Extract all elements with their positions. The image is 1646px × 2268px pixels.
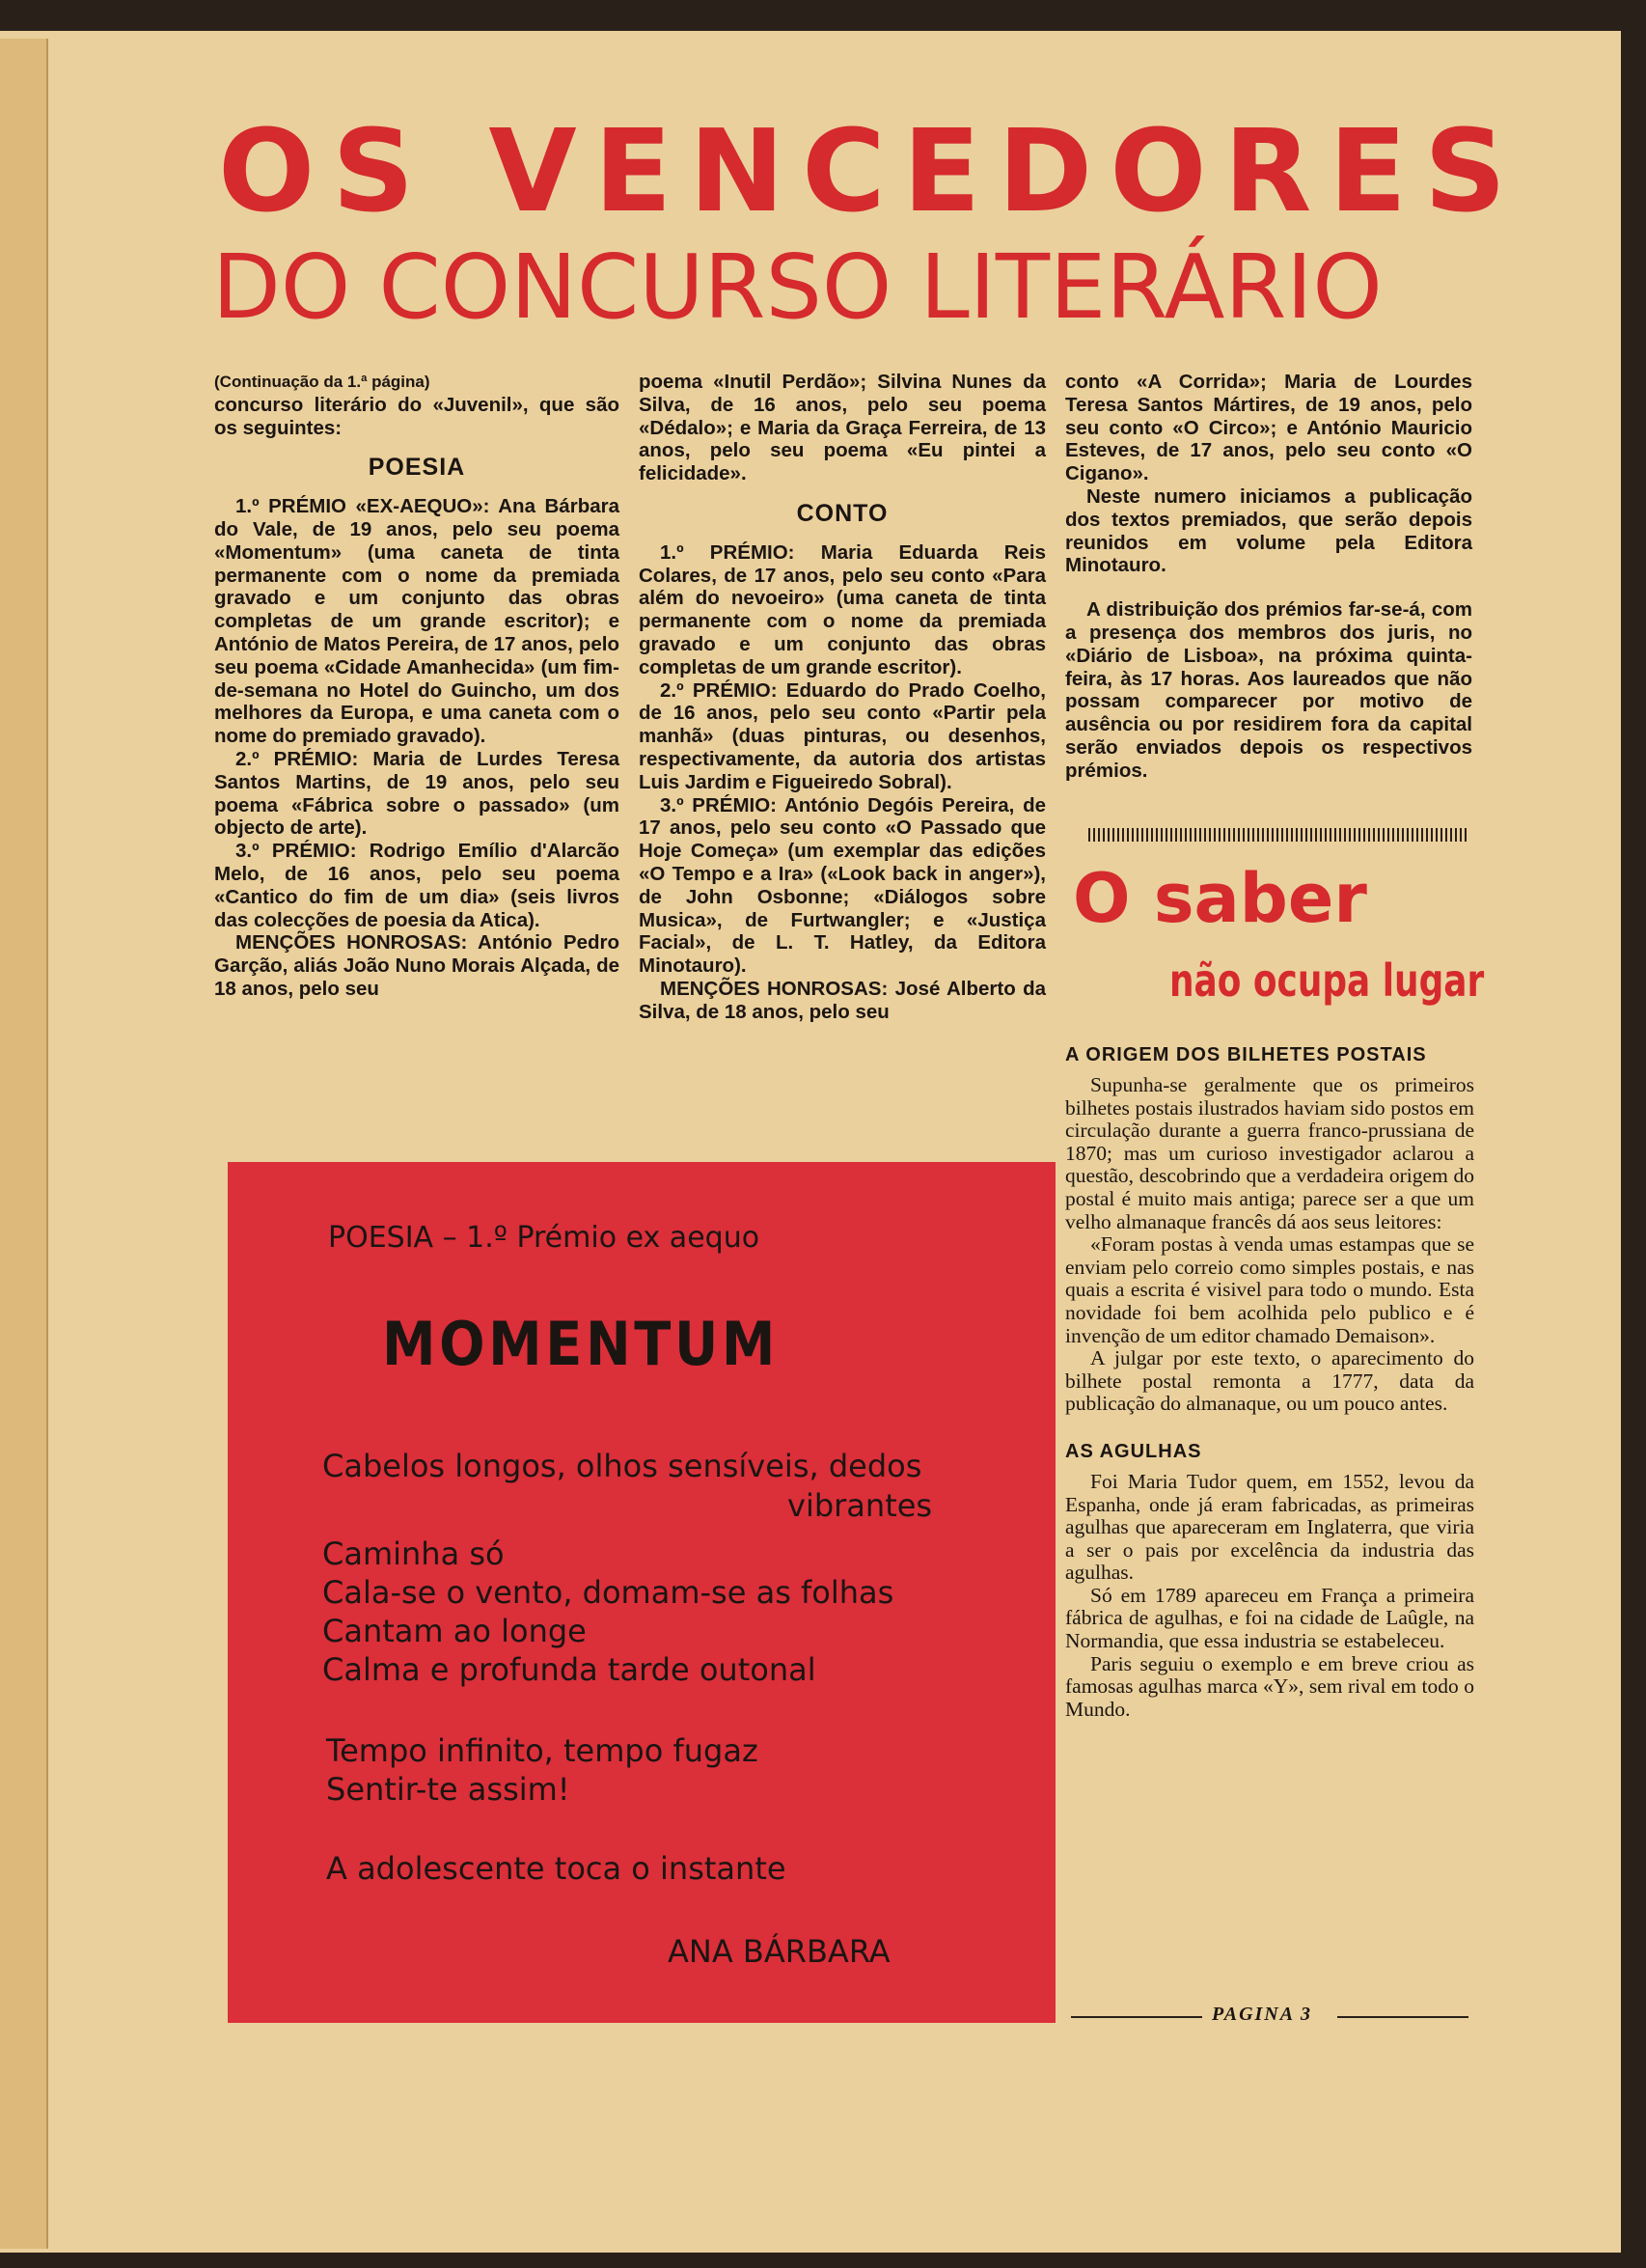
saber-subtitle: não ocupa lugar: [1169, 954, 1485, 1007]
agulhas-paragraph-1: Foi Maria Tudor quem, em 1552, levou da Espanha, onde já eram fabricadas, as primeiras agulhas que apareceram em Inglaterra, que viria a ser o pais por excelência da industria das agulhas.: [1065, 1469, 1474, 1585]
column-separator-hatch: [1088, 828, 1468, 842]
postais-paragraph-2: «Foram postas à venda umas estampas que se enviam pelo correio como simples postais, e nas quais a escrita é visivel para todo o mundo. Esta novidade foi bem acolhida pelo publico e é invenção de um editor chamado Demaison».: [1065, 1232, 1474, 1347]
continuation-note: (Continuação da 1.ª página): [214, 373, 430, 391]
poem-line: vibrantes: [787, 1487, 933, 1524]
poem-box: [228, 1162, 1056, 2023]
poesia-second-prize: 2.º PRÉMIO: Maria de Lurdes Teresa Santos Martins, de 19 anos, pelo seu poema «Fábrica sobre o passado» (um objecto de arte).: [214, 747, 619, 840]
headline-line-1: OS VENCEDORES: [218, 104, 1523, 237]
agulhas-paragraph-2: Só em 1789 apareceu em França a primeira fábrica de agulhas, e foi na cidade de Laûgle, na Normandia, que essa industria se estabeleceu.: [1065, 1583, 1474, 1653]
poesia-mentions-continued: poema «Inutil Perdão»; Silvina Nunes da Silva, de 16 anos, pelo seu poema «Dédalo»; e Maria da Graça Ferreira, de 13 anos, pelo seu poema «Eu pintei a felicidade».: [639, 371, 1046, 485]
poem-line: Cabelos longos, olhos sensíveis, dedos: [322, 1448, 922, 1484]
poesia-third-prize: 3.º PRÉMIO: Rodrigo Emílio d'Alarcão Melo, de 16 anos, pelo seu poema «Cantico do fim de um dia» (seis livros das colecções de poesia da Atica).: [214, 840, 619, 931]
conto-mentions-continued: conto «A Corrida»; Maria de Lourdes Teresa Santos Mártires, de 19 anos, pelo seu conto «O Circo»; e António Mauricio Esteves, de 17 anos, pelo seu conto «O Cigano».: [1065, 371, 1472, 485]
prize-distribution-note: A distribuição dos prémios far-se-á, com a presença dos membros dos juris, no «Diário de Lisboa», na próxima quinta-feira, às 17 horas. Aos laureados que não possam comparecer por motivo de ausência ou por residirem fora da capital serão enviados depois os respectivos prémios.: [1065, 598, 1472, 782]
poesia-first-prize: 1.º PRÉMIO «EX-AEQUO»: Ana Bárbara do Vale, de 19 anos, pelo seu poema «Momentum» (uma caneta de tinta permanente com o nome da premiada gravado e um conjunto das obras completas de um grande escritor); e António de Matos Pereira, de 17 anos, pelo seu poema «Cidade Amanhecida» (um fim-de-semana no Hotel do Guincho, um dos melhores da Europa, e uma caneta com o nome do premiado gravado).: [214, 495, 619, 748]
poesia-honourable-mentions: MENÇÕES HONROSAS: António Pedro Garção, aliás João Nuno Morais Alçada, de 18 anos, pelo seu: [214, 931, 619, 1000]
section-heading-conto: CONTO: [796, 499, 889, 527]
scan-top-edge: [0, 0, 1646, 31]
article-column-1: [214, 371, 619, 1001]
poem-line: Sentir-te assim!: [326, 1771, 570, 1808]
postais-paragraph-3: A julgar por este texto, o aparecimento do bilhete postal remonta a 1777, data da publicação do almanaque, ou um pouco antes.: [1065, 1346, 1474, 1416]
section-heading-poesia: POESIA: [368, 454, 466, 482]
poem-line: Tempo infinito, tempo fugaz: [326, 1732, 758, 1769]
saber-column: [1065, 1044, 1474, 1721]
section-title-agulhas: AS AGULHAS: [1065, 1440, 1202, 1462]
article-column-3: [1065, 371, 1472, 783]
footer-rule-left: [1071, 2016, 1202, 2018]
conto-third-prize: 3.º PRÉMIO: António Degóis Pereira, de 17 anos, pelo seu conto «O Passado que Hoje Começa» (um exemplar das edições «O Tempo e a Ira» («Look back in anger»), de John Osbonne; «Diálogos sobre Musica», de Furtwangler; e «Justiça Facial», de L. T. Hatley, da Editora Minotauro).: [639, 793, 1046, 978]
poem-line: Calma e profunda tarde outonal: [322, 1651, 816, 1688]
postais-paragraph-1: Supunha-se geralmente que os primeiros bilhetes postais ilustrados haviam sido postos em circulação durante a guerra franco-prussiana de 1870; mas um curioso investigador aclarou a questão, descobrindo que a verdadeira origem do postal é muito mais antiga; parece ser a que um velho almanaque francês dá aos seus leitores:: [1065, 1073, 1474, 1233]
section-title-postais: A ORIGEM DOS BILHETES POSTAIS: [1065, 1044, 1427, 1065]
intro-text: concurso literário do «Juvenil», que são os seguintes:: [214, 393, 619, 439]
saber-title: O saber: [1073, 859, 1367, 938]
poem-author: ANA BÁRBARA: [668, 1933, 891, 1970]
conto-honourable-mentions: MENÇÕES HONROSAS: José Alberto da Silva, de 18 anos, pelo seu: [639, 977, 1046, 1023]
footer-rule-right: [1337, 2016, 1468, 2018]
scan-right-edge: [1621, 0, 1646, 2268]
conto-first-prize: 1.º PRÉMIO: Maria Eduarda Reis Colares, de 17 anos, pelo seu conto «Para além do nevoeiro» (uma caneta de tinta permanente com o nome da premiada gravado e um conjunto das obras completas de um grande escritor).: [639, 540, 1046, 678]
poem-title: MOMENTUM: [382, 1309, 780, 1379]
article-column-2: [639, 371, 1046, 1024]
poem-line: Cantam ao longe: [322, 1613, 587, 1649]
page-number: PAGINA 3: [1212, 2004, 1312, 2025]
scan-bottom-edge: [0, 2253, 1646, 2268]
previous-page-edge: [0, 39, 48, 2249]
conto-second-prize: 2.º PRÉMIO: Eduardo do Prado Coelho, de 16 anos, pelo seu conto «Partir pela manhã» (duas pinturas, ou desenhos, respectivamente, da autoria dos artistas Luis Jardim e Figueiredo Sobral).: [639, 678, 1046, 793]
poem-line: Cala-se o vento, domam-se as folhas: [322, 1574, 894, 1611]
headline-line-2: DO CONCURSO LITERÁRIO: [212, 235, 1383, 339]
publication-note: Neste numero iniciamos a publicação dos textos premiados, que serão depois reunidos em volume pela Editora Minotauro.: [1065, 484, 1472, 577]
poem-line: A adolescente toca o instante: [326, 1850, 786, 1887]
poem-label: POESIA – 1.º Prémio ex aequo: [328, 1221, 760, 1255]
agulhas-paragraph-3: Paris seguiu o exemplo e em breve criou as famosas agulhas marca «Y», sem rival em todo o Mundo.: [1065, 1651, 1474, 1721]
poem-line: Caminha só: [322, 1535, 505, 1572]
